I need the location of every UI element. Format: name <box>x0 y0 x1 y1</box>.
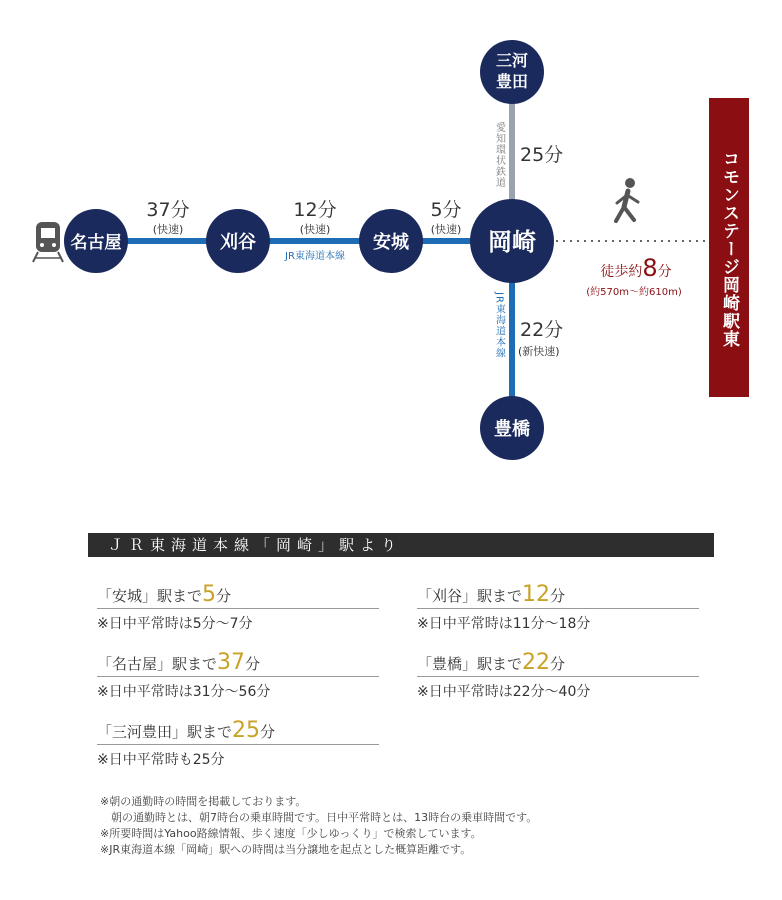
section-title-bar: ＪＲ東海道本線「岡崎」駅より <box>88 533 714 557</box>
pedestrian-icon <box>616 178 638 221</box>
line-name-kariya-anjo: JR東海道本線 <box>285 251 345 262</box>
time-anjo-okazaki: 5分 <box>430 199 462 221</box>
note-anjo-okazaki: (快速) <box>430 223 462 236</box>
footnote: ※JR東海道本線「岡崎」駅への時間は当分譲地を起点とした概算距離です。 <box>100 843 472 856</box>
station-mikawa-toyota <box>480 40 544 104</box>
route-note: ※日中平常時は5分～7分 <box>97 616 253 632</box>
route-card-kariya <box>417 582 699 633</box>
footnote: ※所要時間はYahoo路線情報、歩く速度「少しゆっくり」で検索しています。 <box>100 827 482 840</box>
note-kariya-anjo: (快速) <box>299 223 331 236</box>
station-label: 豊橋 <box>494 419 530 440</box>
route-title: 「安城」駅まで5分 <box>97 582 379 609</box>
route-title: 「名古屋」駅まで37分 <box>97 650 379 677</box>
route-note: ※日中平常時は11分～18分 <box>417 616 591 632</box>
route-title: 「三河豊田」駅まで25分 <box>97 718 379 745</box>
station-label: 安城 <box>373 232 409 253</box>
station-label: 名古屋 <box>70 233 122 253</box>
train-icon <box>33 222 63 262</box>
note-nagoya-kariya: (快速) <box>152 223 184 236</box>
station-label: 刈谷 <box>220 232 256 253</box>
destination-label: コモンステージ岡崎駅東 <box>719 150 739 348</box>
walk-time: 徒歩約8分 <box>600 254 672 282</box>
route-note: ※日中平常時は22分～40分 <box>417 684 591 700</box>
station-kariya <box>206 209 270 273</box>
route-title: 「刈谷」駅まで12分 <box>417 582 699 609</box>
line-name-toyohashi: JR東海道本線 <box>493 292 505 359</box>
station-label: 三河 <box>495 51 529 70</box>
time-nagoya-kariya: 37分 <box>146 199 190 221</box>
note-okazaki-toyohashi: (新快速) <box>518 345 560 358</box>
walk-distance: (約570m～約610m) <box>586 287 682 298</box>
time-kariya-anjo: 12分 <box>293 199 337 221</box>
route-card-nagoya <box>97 650 379 701</box>
time-okazaki-toyohashi: 22分 <box>520 319 564 341</box>
route-card-mikawa-toyota <box>97 718 379 769</box>
route-note: ※日中平常時は31分～56分 <box>97 684 271 700</box>
route-title: 「豊橋」駅まで22分 <box>417 650 699 677</box>
footnote: 朝の通勤時とは、朝7時台の乗車時間です。日中平常時とは、13時台の乗車時間です。 <box>100 811 538 824</box>
station-label: 岡崎 <box>488 228 536 256</box>
station-okazaki <box>470 199 554 283</box>
station-nagoya <box>64 209 128 273</box>
station-toyohashi <box>480 396 544 460</box>
route-note: ※日中平常時も25分 <box>97 752 225 768</box>
route-card-toyohashi <box>417 650 699 701</box>
time-okazaki-mikawa: 25分 <box>520 144 564 166</box>
footnotes <box>100 794 537 858</box>
line-name-aikan: 愛知環状鉄道 <box>493 122 505 188</box>
footnote: ※朝の通勤時の時間を掲載しております。 <box>100 795 307 808</box>
station-anjo <box>359 209 423 273</box>
station-label: 豊田 <box>495 72 529 91</box>
route-card-anjo <box>97 582 379 633</box>
